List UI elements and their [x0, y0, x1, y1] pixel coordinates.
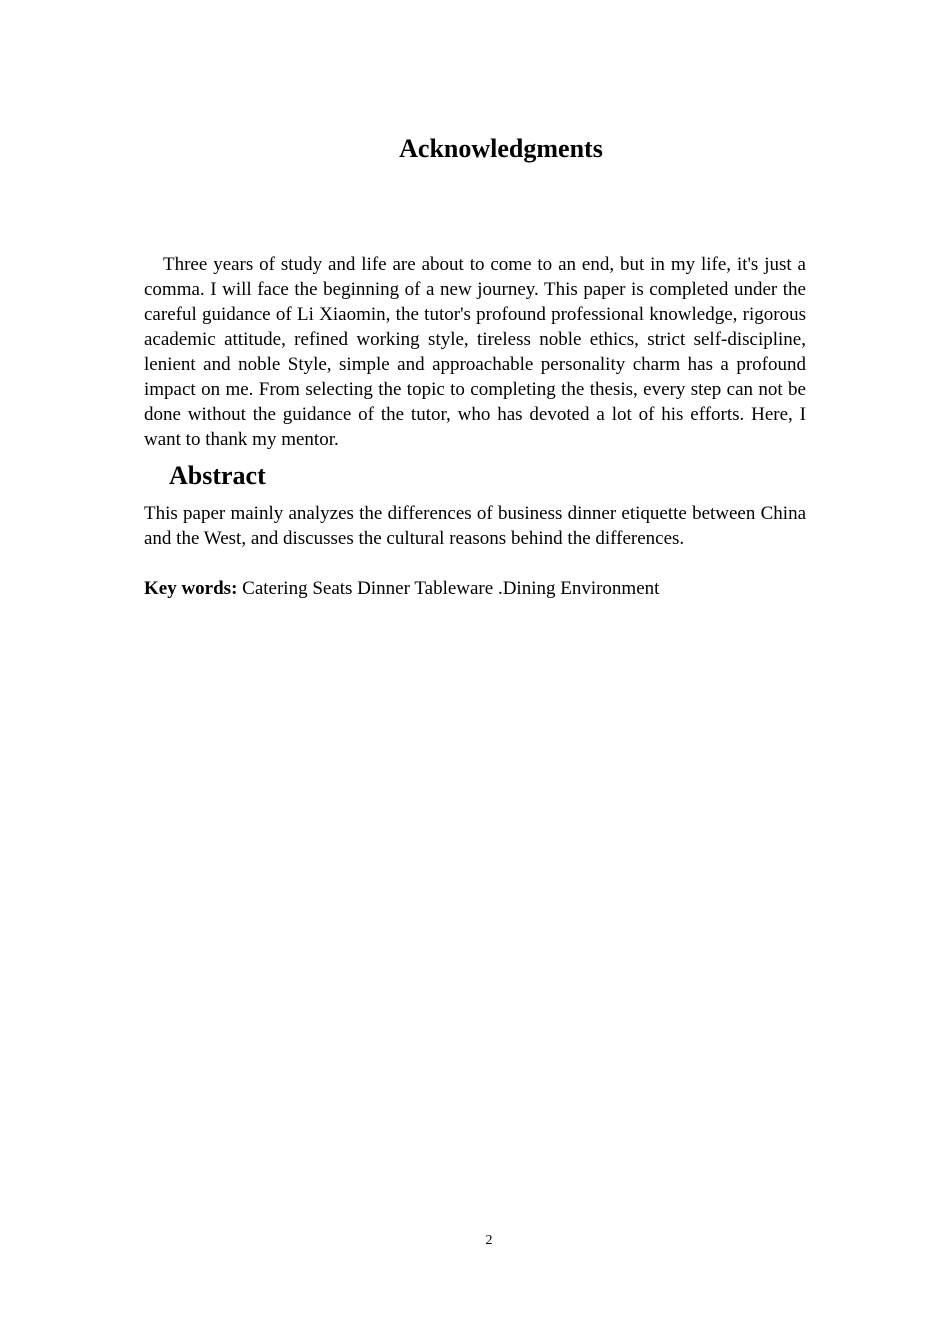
abstract-paragraph: This paper mainly analyzes the differences of business dinner etiquette between China and the West, and discusses the cultural reasons behind the differences. [144, 503, 806, 549]
keywords-text: Catering Seats Dinner Tableware .Dining Environment [237, 578, 660, 599]
acknowledgments-paragraph: Three years of study and life are about to come to an end, but in my life, it's just a comma. I will face the beginning of a new journey. This paper is completed under the careful guidance of Li Xiaomin, the tutor's profound professional knowledge, rigorous academic attitude, refined working style, tireless noble ethics, strict self-discipline, lenient and noble Style, simple and approachable personality charm has a profound impact on me. From selecting the topic to completing the thesis, every step can not be done without the guidance of the tutor, who has devoted a lot of his efforts. Here, I want to thank my mentor. [144, 254, 806, 450]
abstract-heading: Abstract [169, 461, 266, 490]
page-number: 2 [485, 1233, 493, 1248]
keywords-line [144, 576, 806, 601]
acknowledgments-heading: Acknowledgments [399, 134, 603, 163]
keywords-label: Key words: [144, 578, 238, 599]
